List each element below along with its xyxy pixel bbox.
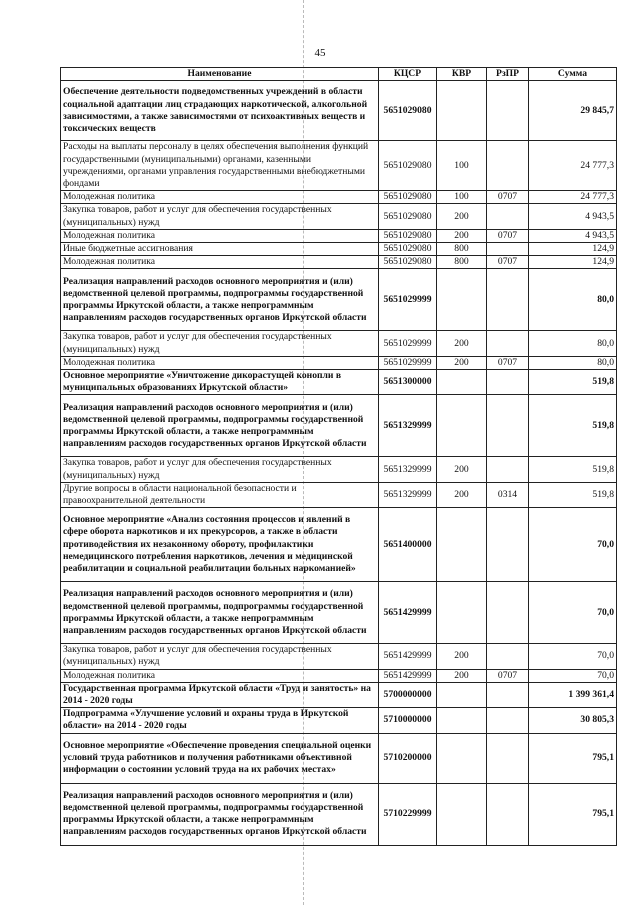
row-rzpr-cell [487,582,529,644]
row-kvr-cell [437,582,487,644]
table-row [61,256,617,269]
table-row [61,708,617,733]
table-row [61,229,617,242]
row-name-cell: Закупка товаров, работ и услуг для обеспечения государственных (муниципальных) нужд [61,331,379,356]
row-sum-cell: 70,0 [529,582,617,644]
row-rzpr-cell [487,708,529,733]
row-name-cell: Основное мероприятие «Анализ состояния процессов и явлений в сфере оборота наркотиков и их прекурсоров, а также в области противодействия их незаконному обороту, профилактики немедицинского потребления наркотиков, лечения и медицинской реабилитации и социальной реабилитации больных наркоманией» [61,508,379,582]
row-kcsr-cell: 5651029999 [379,356,437,369]
row-kcsr-cell: 5651300000 [379,370,437,395]
table-row [61,204,617,229]
row-rzpr-cell [487,370,529,395]
row-rzpr-cell: 0314 [487,482,529,507]
column-header-rzpr: РзПР [487,68,529,81]
row-sum-cell: 30 805,3 [529,708,617,733]
row-kvr-cell: 200 [437,644,487,669]
row-name-cell: Основное мероприятие «Уничтожение дикорастущей конопли в муниципальных образованиях Иркутской области» [61,370,379,395]
row-sum-cell: 519,8 [529,457,617,482]
row-rzpr-cell [487,395,529,457]
row-name-cell: Расходы на выплаты персоналу в целях обеспечения выполнения функций государственными (муниципальными) органами, казенными учреждениями, органами управления государственными внебюджетными фондами [61,141,379,191]
row-kvr-cell: 800 [437,256,487,269]
row-kcsr-cell: 5651329999 [379,482,437,507]
row-kcsr-cell: 5651029080 [379,81,437,141]
row-sum-cell: 24 777,3 [529,191,617,204]
row-name-cell: Закупка товаров, работ и услуг для обеспечения государственных (муниципальных) нужд [61,204,379,229]
row-name-cell: Реализация направлений расходов основного мероприятия и (или) ведомственной целевой программы, подпрограммы государственной программы Иркутской области, а также непрограммным направлениям расходов государственных органов Иркутской области [61,395,379,457]
row-name-cell: Реализация направлений расходов основного мероприятия и (или) ведомственной целевой программы, подпрограммы государственной программы Иркутской области, а также непрограммным направлениям расходов государственных органов Иркутской области [61,269,379,331]
table-row [61,81,617,141]
row-kvr-cell [437,733,487,783]
row-kvr-cell: 100 [437,191,487,204]
row-kvr-cell: 200 [437,457,487,482]
row-kvr-cell [437,508,487,582]
table-row [61,141,617,191]
row-kcsr-cell: 5651329999 [379,457,437,482]
budget-table [60,67,617,846]
table-row [61,669,617,682]
row-rzpr-cell [487,331,529,356]
row-name-cell: Молодежная политика [61,229,379,242]
row-rzpr-cell [487,682,529,707]
row-kcsr-cell: 5651029999 [379,331,437,356]
row-rzpr-cell [487,243,529,256]
row-kvr-cell: 100 [437,141,487,191]
row-name-cell: Обеспечение деятельности подведомственных учреждений в области социальной адаптации лиц страдающих наркотической, алкогольной зависимостями, а также зависимостями от психоактивных веществ и токсических веществ [61,81,379,141]
column-header-kvr: КВР [437,68,487,81]
table-row [61,733,617,783]
row-kcsr-cell: 5700000000 [379,682,437,707]
row-sum-cell: 70,0 [529,669,617,682]
row-sum-cell: 80,0 [529,269,617,331]
table-row [61,508,617,582]
row-kvr-cell: 800 [437,243,487,256]
table-body [61,81,617,845]
row-kcsr-cell: 5651429999 [379,582,437,644]
table-row [61,783,617,845]
row-sum-cell: 519,8 [529,482,617,507]
row-kvr-cell [437,81,487,141]
row-sum-cell: 80,0 [529,356,617,369]
row-sum-cell: 24 777,3 [529,141,617,191]
row-rzpr-cell [487,81,529,141]
row-kcsr-cell: 5651029080 [379,141,437,191]
table-row [61,395,617,457]
row-rzpr-cell [487,733,529,783]
table-row [61,191,617,204]
row-kvr-cell [437,395,487,457]
row-kcsr-cell: 5710000000 [379,708,437,733]
row-kvr-cell: 200 [437,229,487,242]
row-rzpr-cell: 0707 [487,191,529,204]
row-sum-cell: 519,8 [529,370,617,395]
column-header-name: Наименование [61,68,379,81]
row-name-cell: Молодежная политика [61,191,379,204]
row-kvr-cell: 200 [437,356,487,369]
table-row [61,356,617,369]
row-sum-cell: 1 399 361,4 [529,682,617,707]
row-name-cell: Молодежная политика [61,356,379,369]
row-name-cell: Подпрограмма «Улучшение условий и охраны труда в Иркутской области» на 2014 - 2020 годы [61,708,379,733]
row-sum-cell: 795,1 [529,783,617,845]
row-sum-cell: 519,8 [529,395,617,457]
table-row [61,682,617,707]
row-kvr-cell [437,269,487,331]
row-kcsr-cell: 5651029080 [379,191,437,204]
row-rzpr-cell [487,457,529,482]
row-kcsr-cell: 5651429999 [379,644,437,669]
row-name-cell: Молодежная политика [61,256,379,269]
row-name-cell: Основное мероприятие «Обеспечение проведения специальной оценки условий труда работников и получения работниками объективной информации о состоянии условий труда на их рабочих местах» [61,733,379,783]
row-sum-cell: 80,0 [529,331,617,356]
row-kvr-cell: 200 [437,482,487,507]
row-name-cell: Другие вопросы в области национальной безопасности и правоохранительной деятельности [61,482,379,507]
table-row [61,331,617,356]
row-kcsr-cell: 5710200000 [379,733,437,783]
row-kvr-cell [437,708,487,733]
page-number: 45 [314,47,326,59]
row-name-cell: Молодежная политика [61,669,379,682]
row-rzpr-cell: 0707 [487,229,529,242]
row-kcsr-cell: 5651329999 [379,395,437,457]
row-sum-cell: 29 845,7 [529,81,617,141]
table-header-row [61,68,617,81]
row-rzpr-cell [487,783,529,845]
table-row [61,457,617,482]
row-kcsr-cell: 5651429999 [379,669,437,682]
row-name-cell: Закупка товаров, работ и услуг для обеспечения государственных (муниципальных) нужд [61,457,379,482]
row-sum-cell: 124,9 [529,256,617,269]
row-kcsr-cell: 5651400000 [379,508,437,582]
table-row [61,243,617,256]
row-sum-cell: 70,0 [529,508,617,582]
row-sum-cell: 4 943,5 [529,229,617,242]
row-kvr-cell: 200 [437,204,487,229]
row-sum-cell: 4 943,5 [529,204,617,229]
row-rzpr-cell: 0707 [487,669,529,682]
table-row [61,370,617,395]
row-name-cell: Реализация направлений расходов основного мероприятия и (или) ведомственной целевой программы, подпрограммы государственной программы Иркутской области, а также непрограммным направлениям расходов государственных органов Иркутской области [61,582,379,644]
row-sum-cell: 124,9 [529,243,617,256]
row-kcsr-cell: 5651029080 [379,229,437,242]
row-rzpr-cell [487,141,529,191]
row-rzpr-cell: 0707 [487,256,529,269]
row-name-cell: Государственная программа Иркутской области «Труд и занятость» на 2014 - 2020 годы [61,682,379,707]
table-row [61,482,617,507]
row-sum-cell: 70,0 [529,644,617,669]
table-row [61,582,617,644]
row-kcsr-cell: 5651029080 [379,204,437,229]
row-name-cell: Иные бюджетные ассигнования [61,243,379,256]
row-rzpr-cell: 0707 [487,356,529,369]
row-kvr-cell [437,682,487,707]
row-kvr-cell [437,370,487,395]
row-name-cell: Реализация направлений расходов основного мероприятия и (или) ведомственной целевой программы, подпрограммы государственной программы Иркутской области, а также непрограммным направлениям расходов государственных органов Иркутской области [61,783,379,845]
column-header-kcsr: КЦСР [379,68,437,81]
table-row [61,269,617,331]
row-kvr-cell: 200 [437,331,487,356]
row-kvr-cell [437,783,487,845]
row-rzpr-cell [487,644,529,669]
row-kcsr-cell: 5651029080 [379,256,437,269]
table-row [61,644,617,669]
row-kvr-cell: 200 [437,669,487,682]
row-name-cell: Закупка товаров, работ и услуг для обеспечения государственных (муниципальных) нужд [61,644,379,669]
row-sum-cell: 795,1 [529,733,617,783]
row-rzpr-cell [487,508,529,582]
row-rzpr-cell [487,269,529,331]
row-kcsr-cell: 5651029999 [379,269,437,331]
row-rzpr-cell [487,204,529,229]
row-kcsr-cell: 5710229999 [379,783,437,845]
row-kcsr-cell: 5651029080 [379,243,437,256]
column-header-sum: Сумма [529,68,617,81]
